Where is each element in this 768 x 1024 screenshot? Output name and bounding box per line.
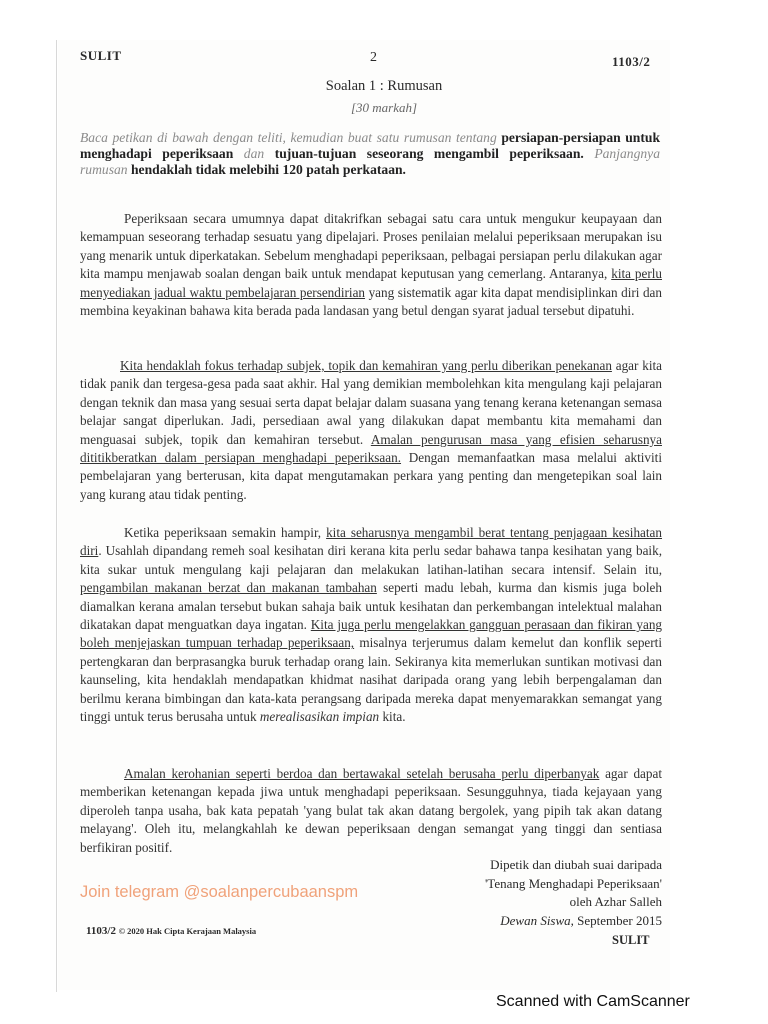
header-sulit: SULIT [80, 48, 122, 63]
source-line-4: Dewan Siswa, September 2015 [500, 912, 662, 928]
passage-paragraph-3: Ketika peperiksaan semakin hampir, kita seharusnya mengambil berat tentang penjagaan kesihatan diri. Usahlah dipandang remeh soal kesihatan diri kerana kita perlu sedar bahawa tanpa kesihatan yang baik, kita sukar untuk mengulang kaji pelajaran dan melakukan latihan-latihan secara intensif. Selain itu, pengambilan makanan berzat dan makanan tambahan seperti madu lebah, kurma dan kismis juga boleh diamalkan kerana amalan tersebut bukan sahaja baik untuk kesihatan dan perkembangan intelektual malahan dikatakan dapat menguatkan daya ingatan. Kita juga perlu mengelakkan gangguan perasaan dan fikiran yang boleh menjejaskan tumpuan terhadap peperiksaan, misalnya terjerumus dalam kemelut dan konflik seperti pertengkaran dan berprasangka buruk terhadap orang lain. Sekiranya kita memerlukan suntikan motivasi dan kaunseling, kita hendaklah mendapatkan khidmat nasihat daripada orang yang lebih berpengalaman dan berilmu kerana bimbingan dan kata-kata perangsang daripada mereka dapat menyemarakkan semangat yang tinggi untuk terus berusaha untuk merealisasikan impian kita. [80, 525, 663, 725]
paper-code: 1103/2 [612, 54, 651, 69]
passage-paragraph-1: Peperiksaan secara umumnya dapat ditakrifkan sebagai satu cara untuk mengukur keupayaan dan kemampuan seseorang terhadap sesuatu yang dipelajari. Proses penilaian melalui peperiksaan merupakan isu yang menarik untuk diperkatakan. Sebelum menghadapi peperiksaan, pelbagai persiapan perlu dilakukan agar kita mampu menjawab soalan dengan baik untuk mendapat keputusan yang cemerlang. Antaranya, kita perlu menyediakan jadual waktu pembelajaran persendirian yang sistematik agar kita dapat mendisiplinkan diri dan membina keyakinan bahawa kita berada pada landasan yang betul dengan syarat jadual tersebut dipatuhi. [80, 211, 663, 319]
source-line-2: 'Tenang Menghadapi Peperiksaan' [484, 875, 662, 891]
footer-sulit: SULIT [612, 933, 650, 947]
passage-paragraph-4: Amalan kerohanian seperti berdoa dan bertawakal setelah berusaha perlu diperbanyak agar dapat memberikan ketenangan kepada jiwa untuk menghadapi peperiksaan. Sesungguhnya, tiada kejayaan yang diperoleh tanpa usaha, bak kata pepatah 'yang bulat tak akan datang bergolek, yang pipih tak akan datang melayang'. Oleh itu, melangkahlah ke dewan peperiksaan dengan semangat yang tinggi dan sentiasa berfikiran positif. [80, 766, 663, 855]
instruction-text: Baca petikan di bawah dengan teliti, kemudian buat satu rumusan tentang persiapan-persiapan untuk menghadapi peperiksaan dan tujuan-tujuan seseorang mengambil peperiksaan. Panjangnya rumusan hendaklah tidak melebihi 120 patah perkataan. [80, 130, 661, 177]
question-marks: [30 markah] [350, 100, 418, 115]
source-citation [420, 856, 662, 930]
scanner-label: Scanned with CamScanner [496, 993, 690, 1010]
passage-paragraph-2: Kita hendaklah fokus terhadap subjek, topik dan kemahiran yang perlu diberikan penekanan agar kita tidak panik dan tergesa-gesa pada saat akhir. Hal yang demikian membolehkan kita mengulang kaji pelajaran dengan teknik dan masa yang sesuai serta dapat belajar dalam suasana yang tenang kerana ketenangan semasa belajar sangat diperlukan. Jadi, persediaan awal yang dilakukan dapat membantu kita memahami dan menguasai subjek, topik dan kemahiran tersebut. Amalan pengurusan masa yang efisien seharusnya dititikberatkan dalam persiapan menghadapi peperiksaan. Dengan memanfaatkan masa melalui aktiviti pembelajaran yang berterusan, kita dapat mengutamakan perkara yang penting dan mengetepikan soal lain yang kurang atau tidak penting. [80, 358, 663, 502]
telegram-watermark: Join telegram @soalanpercubaanspm [80, 883, 359, 901]
source-line-3: oleh Azhar Salleh [569, 894, 662, 910]
source-line-1: Dipetik dan diubah suai daripada [490, 857, 662, 872]
question-title: Soalan 1 : Rumusan [325, 78, 443, 94]
copyright-notice: © 2020 Hak Cipta Kerajaan Malaysia [118, 926, 257, 936]
footer-code: 1103/2 © 2020 Hak Cipta Kerajaan Malaysia [86, 925, 257, 937]
page-edge [56, 40, 57, 992]
page-number: 2 [370, 50, 378, 65]
